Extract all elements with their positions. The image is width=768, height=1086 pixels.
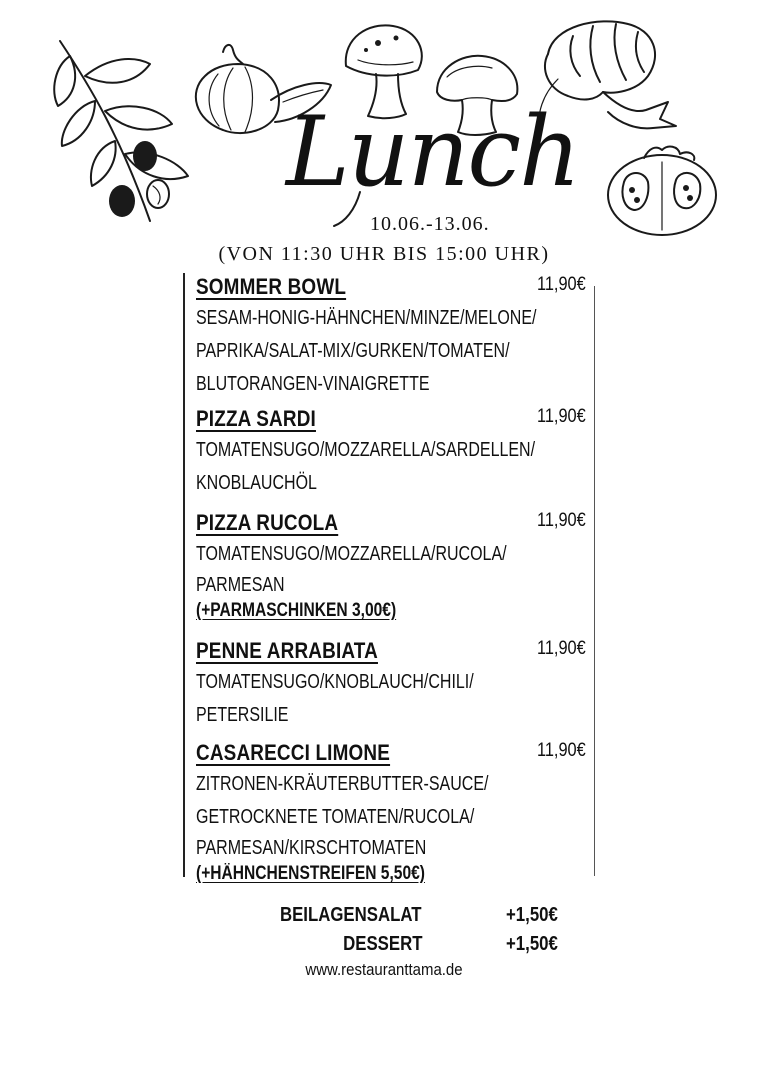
description-line: PETERSILIE (196, 704, 289, 726)
dish-name: PENNE ARRABIATA (196, 638, 378, 663)
description-line: SESAM-HONIG-HÄHNCHEN/MINZE/MELONE/ (196, 307, 537, 329)
dish-name: PIZZA RUCOLA (196, 510, 339, 535)
menu-dates: 10.06.-13.06. (370, 213, 490, 235)
menu-hours: (VON 11:30 UHR BIS 15:00 UHR) (218, 243, 550, 265)
description-line: BLUTORANGEN-VINAIGRETTE (196, 373, 430, 395)
description-line: KNOBLAUCHÖL (196, 472, 317, 494)
dish-sommer-bowl (196, 274, 592, 401)
dish-price: 11,90€ (537, 740, 586, 761)
side-price: +1,50€ (506, 904, 558, 926)
website-link[interactable]: www.restauranttama.de (305, 960, 463, 979)
dish-description (196, 666, 596, 732)
dish-name: SOMMER BOWL (196, 274, 347, 299)
dish-price: 11,90€ (537, 406, 586, 427)
tomato-half-icon (604, 140, 722, 240)
dish-price: 11,90€ (537, 638, 586, 659)
dish-extra: (+HÄHNCHENSTREIFEN 5,50€) (196, 863, 425, 884)
dish-extra: (+PARMASCHINKEN 3,00€) (196, 600, 397, 621)
dish-description (196, 434, 596, 500)
olive-branch-icon (50, 36, 200, 226)
dish-description (196, 768, 596, 862)
description-line: ZITRONEN-KRÄUTERBUTTER-SAUCE/ (196, 773, 489, 795)
description-line: PAPRIKA/SALAT-MIX/GURKEN/TOMATEN/ (196, 340, 510, 362)
description-line: PARMESAN/KIRSCHTOMATEN (196, 837, 427, 859)
title-flourish (330, 190, 370, 230)
side-label: DESSERT (342, 933, 422, 955)
dish-name: PIZZA SARDI (196, 406, 316, 431)
description-line: PARMESAN (196, 574, 285, 596)
side-label: BEILAGENSALAT (280, 904, 422, 926)
description-line: TOMATENSUGO/MOZZARELLA/SARDELLEN/ (196, 439, 536, 461)
description-line: GETROCKNETE TOMATEN/RUCOLA/ (196, 806, 475, 828)
menu-title: Lunch (286, 96, 579, 208)
dish-casarecci-limone (196, 740, 592, 886)
description-line: TOMATENSUGO/KNOBLAUCH/CHILI/ (196, 671, 474, 693)
dish-description (196, 538, 596, 599)
left-divider (183, 273, 185, 877)
description-line: TOMATENSUGO/MOZZARELLA/RUCOLA/ (196, 543, 507, 565)
dish-name: CASARECCI LIMONE (196, 740, 391, 765)
dish-pizza-rucola (196, 510, 592, 623)
side-price: +1,50€ (506, 933, 558, 955)
dish-price: 11,90€ (537, 510, 586, 531)
dish-description (196, 302, 596, 401)
dish-pizza-sardi (196, 406, 592, 500)
dish-price: 11,90€ (537, 274, 586, 295)
dish-penne-arrabiata (196, 638, 592, 732)
